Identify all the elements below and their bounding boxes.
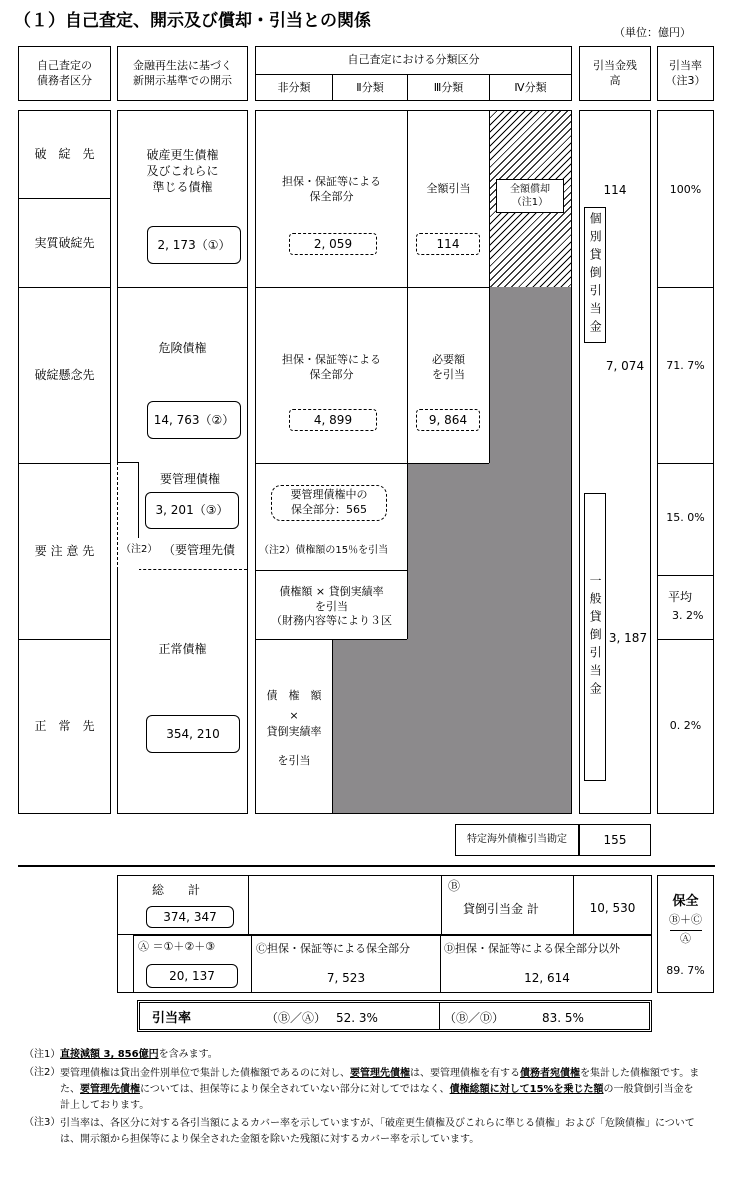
d-label: Ⓓ担保・保証等による保全部分以外 xyxy=(444,942,620,955)
total-value: 374, 347 xyxy=(146,906,234,928)
total-label: 総 計 xyxy=(152,883,201,897)
disclosure-yokanri-value: 3, 201（③） xyxy=(145,492,239,529)
ratio2-label: （Ⓑ／Ⓓ） xyxy=(444,1011,505,1025)
disclosure-yokanrisaki: （要管理先債 xyxy=(163,543,236,557)
hozen-value: 89. 7% xyxy=(666,963,705,977)
class-tanpo-label-1: 担保・保証等による 保全部分 xyxy=(282,175,381,203)
reserve-ippan-label: 一般貸倒引当金 xyxy=(584,493,606,781)
rate-717: 71. 7% xyxy=(666,358,705,372)
reserve-7074: 7, 074 xyxy=(605,358,645,373)
class-hitsuyo-label: 必要額 を引当 xyxy=(432,353,465,381)
unit-label: （単位：億円） xyxy=(614,26,691,39)
class3-gray-area xyxy=(407,463,489,813)
disclosure-seijo-value: 354, 210 xyxy=(146,715,240,753)
ratio1-value: 52. 3% xyxy=(336,1011,378,1025)
reserve-kobetsu-label: 個別貸倒引当金 xyxy=(584,207,606,343)
class-tanpo-value-2: 4, 899 xyxy=(289,409,377,431)
disclosure-kiken-label: 危険債権 xyxy=(158,340,207,355)
class-zengaku-value: 114 xyxy=(416,233,480,255)
reserve-114: 114 xyxy=(603,182,627,197)
class-seijo-calc-4: を引当 xyxy=(277,753,311,767)
ratio2-value: 83. 5% xyxy=(542,1011,584,1025)
note2-text xyxy=(60,1066,700,1114)
note2-part-a: 要管理債権は貸出金件別単位で集計した債権額であるのに対し、 xyxy=(60,1068,350,1079)
class-tanpo-label-2: 担保・保証等による 保全部分 xyxy=(282,353,381,381)
rate-column xyxy=(657,110,714,814)
rate-100: 100% xyxy=(669,182,702,196)
header-class-3: Ⅲ分類 xyxy=(433,80,464,94)
note1-rest: を含みます。 xyxy=(158,1049,218,1060)
debtor-yochui: 要 注 意 先 xyxy=(34,544,95,559)
overseas-label: 特定海外債権引当勘定 xyxy=(455,824,579,856)
class-zengaku-label: 全額引当 xyxy=(426,181,471,195)
debtor-jisshitsu: 実質破綻先 xyxy=(34,235,95,250)
page-title: （１）自己査定、開示及び償却・引当との関係 xyxy=(14,11,371,31)
hozen-label: 保全 xyxy=(672,893,699,909)
ratio1-label: （Ⓑ／Ⓐ） xyxy=(266,1011,327,1025)
note2-part-e: を集計した債権額です。また、 xyxy=(60,1068,700,1095)
b-label: 貸倒引当金 計 xyxy=(463,902,539,916)
header-disclosure: 金融再生法に基づく 新開示基準での開示 xyxy=(117,46,248,101)
class-saiken-ritsu: 債権額 × 貸倒実績率 を引当 （財務内容等により３区 xyxy=(271,584,392,628)
header-reserve-balance: 引当金残 高 xyxy=(579,46,651,101)
note1-bold: 直接減額 3, 856億円 xyxy=(60,1049,159,1060)
class-seijo-calc-3: 貸倒実績率 xyxy=(266,724,322,738)
class-seijo-calc-2: × xyxy=(289,708,299,722)
debtor-hatan: 破 綻 先 xyxy=(34,147,95,162)
b-mark: Ⓑ xyxy=(448,879,461,893)
header-class-4: Ⅳ分類 xyxy=(514,80,547,94)
reserve-3187: 3, 187 xyxy=(608,630,648,645)
note2-part-b: 要管理先債権 xyxy=(350,1068,410,1079)
summary-lower-box xyxy=(133,935,652,993)
class-yokanri-hozen: 要管理債権中の 保全部分：565 xyxy=(271,485,387,521)
note2-part-i: の一般貸倒引当金を計上しております。 xyxy=(60,1084,694,1111)
hikiate-label: 引当率 xyxy=(152,1011,192,1026)
header-class-2: Ⅱ分類 xyxy=(356,80,384,94)
class-hitsuyo-value: 9, 864 xyxy=(416,409,480,431)
class2-gray-area xyxy=(332,639,407,813)
note2-part-h: 債権総額に対して15%を乗じた額 xyxy=(449,1084,604,1095)
disclosure-note2-mark: （注2） xyxy=(121,544,158,555)
class-tanpo-value-1: 2, 059 xyxy=(289,233,377,255)
hikiate-box xyxy=(137,1000,652,1032)
disclosure-yokanri-label: 要管理債権 xyxy=(159,471,220,486)
disclosure-seijo-label: 正常債権 xyxy=(158,641,207,656)
hozen-numerator: Ⓑ＋Ⓒ xyxy=(669,912,702,926)
note1-mark: （注1） xyxy=(24,1049,61,1060)
classification-column xyxy=(255,110,572,814)
note3-mark: （注3） xyxy=(24,1117,61,1128)
c-label: Ⓒ担保・保証等による保全部分 xyxy=(256,942,410,955)
rate-02: 0. 2% xyxy=(669,718,702,732)
note2-part-c: は、要管理債権を有する xyxy=(410,1068,520,1079)
note2-part-g: については、担保等により保全されていない部分に対してではなく、 xyxy=(140,1084,450,1095)
class-fifteen-percent: （注2）債権額の15％を引当 xyxy=(259,545,389,556)
rate-avg-value: 3. 2% xyxy=(672,609,704,622)
class-shokyaku-box: 全額償却 （注1） xyxy=(496,179,564,213)
note3-text: 引当率は、各区分に対する各引当額によるカバー率を示していますが、「破産更生債権及びこれらに準じる債権」および「危険債権」については、開示額から担保等により保全された金額を除いた残額に対するカバー率を示しています。 xyxy=(60,1118,695,1145)
note2-part-d: 債務者宛債権 xyxy=(520,1068,580,1079)
a-value: 20, 137 xyxy=(146,964,238,988)
overseas-value: 155 xyxy=(579,824,651,856)
disclosure-hasan-value: 2, 173（①） xyxy=(147,226,241,264)
note1-text xyxy=(60,1048,700,1062)
header-debtor-class: 自己査定の 債務者区分 xyxy=(18,46,111,101)
d-value: 12, 614 xyxy=(524,970,570,985)
note2-part-f: 要管理先債権 xyxy=(80,1084,140,1095)
hozen-denominator: Ⓐ xyxy=(680,931,691,945)
class4-gray-area xyxy=(489,287,571,813)
rate-150: 15. 0% xyxy=(666,510,705,524)
header-classification xyxy=(255,46,572,101)
header-reserve-rate: 引当率 （注3） xyxy=(657,46,714,101)
note2-mark: （注2） xyxy=(24,1067,61,1078)
header-classification-title: 自己査定における分類区分 xyxy=(347,53,480,67)
debtor-column xyxy=(18,110,111,814)
disclosure-hasan-label: 破産更生債権 及びこれらに 準じる債権 xyxy=(146,147,219,195)
c-value: 7, 523 xyxy=(326,970,366,985)
reserve-column xyxy=(579,110,651,814)
rate-avg-label: 平均 xyxy=(668,590,693,604)
b-value: 10, 530 xyxy=(589,900,636,915)
debtor-seijo: 正 常 先 xyxy=(34,719,95,734)
hozen-box xyxy=(657,875,714,993)
debtor-kenen: 破綻懸念先 xyxy=(34,368,95,383)
disclosure-kiken-value: 14, 763（②） xyxy=(147,401,241,439)
class-seijo-calc-1: 債 権 額 xyxy=(266,688,322,702)
a-formula: Ⓐ ＝①＋②＋③ xyxy=(138,940,216,953)
header-non-class: 非分類 xyxy=(277,80,311,94)
